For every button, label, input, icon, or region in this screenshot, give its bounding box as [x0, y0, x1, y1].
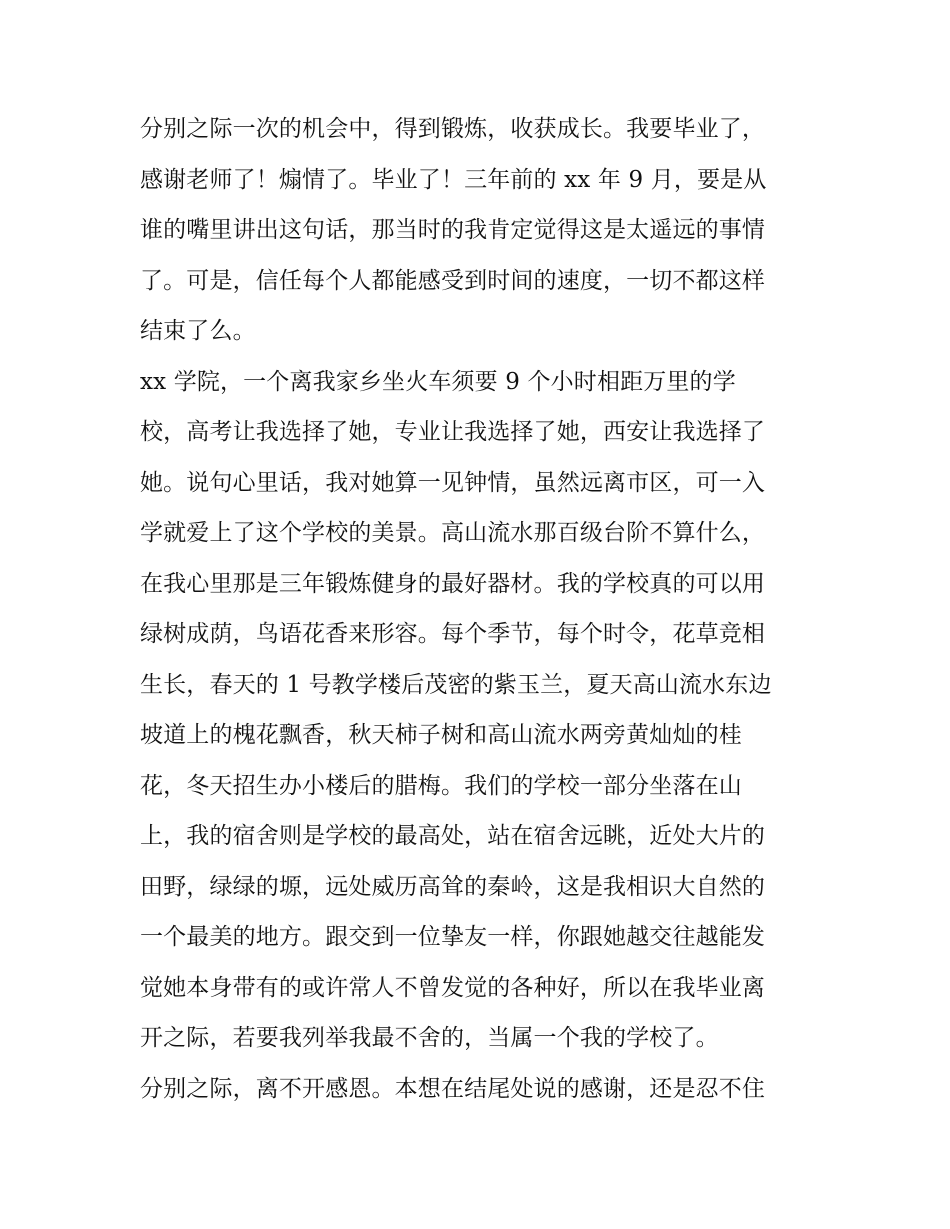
- text-line: 上，我的宿舍则是学校的最高处，站在宿舍远眺，近处大片的: [140, 823, 766, 849]
- text-line: 开之际，若要我列举我最不舍的，当属一个我的学校了。: [140, 1025, 719, 1051]
- text-line: 谁的嘴里讲出这句话，那当时的我肯定觉得这是太遥远的事情: [140, 217, 766, 243]
- text-line: 一个最美的地方。跟交到一位挚友一样，你跟她越交往越能发: [140, 924, 766, 950]
- text-line: 结束了么。: [140, 318, 256, 344]
- text-line: 感谢老师了！煽情了。毕业了！三年前的 xx 年 9 月，要是从: [140, 166, 767, 193]
- text-line: 觉她本身带有的或许常人不曾发觉的各种好，所以在我毕业离: [140, 974, 766, 1001]
- text-line: 花，冬天招生办小楼后的腊梅。我们的学校一部分坐落在山: [140, 772, 742, 799]
- text-line: 校，高考让我选择了她，专业让我选择了她，西安让我选择了: [140, 419, 766, 445]
- text-line: 她。说句心里话，我对她算一见钟情，虽然远离市区，可一入: [140, 469, 766, 496]
- text-line: 生长，春天的 1 号教学楼后茂密的紫玉兰，夏天高山流水东边: [140, 671, 772, 698]
- text-line: xx 学院，一个离我家乡坐火车须要 9 个小时相距万里的学: [140, 368, 736, 395]
- text-line: 在我心里那是三年锻炼健身的最好器材。我的学校真的可以用: [140, 570, 766, 597]
- text-line: 田野，绿绿的塬，远处威历高耸的秦岭，这是我相识大自然的: [140, 873, 766, 900]
- text-line: 绿树成荫，鸟语花香来形容。每个季节，每个时令，花草竞相: [140, 621, 766, 647]
- text-line: 分别之际一次的机会中，得到锻炼，收获成长。我要毕业了，: [140, 116, 766, 142]
- text-line: 分别之际，离不开感恩。本想在结尾处说的感谢，还是忍不住: [140, 1075, 766, 1102]
- text-line: 坡道上的槐花飘香，秋天柿子树和高山流水两旁黄灿灿的桂: [140, 722, 742, 748]
- text-line: 学就爱上了这个学校的美景。高山流水那百级台阶不算什么，: [140, 520, 766, 546]
- text-line: 了。可是，信任每个人都能感受到时间的速度，一切不都这样: [140, 267, 766, 294]
- body-text: [140, 104, 840, 1114]
